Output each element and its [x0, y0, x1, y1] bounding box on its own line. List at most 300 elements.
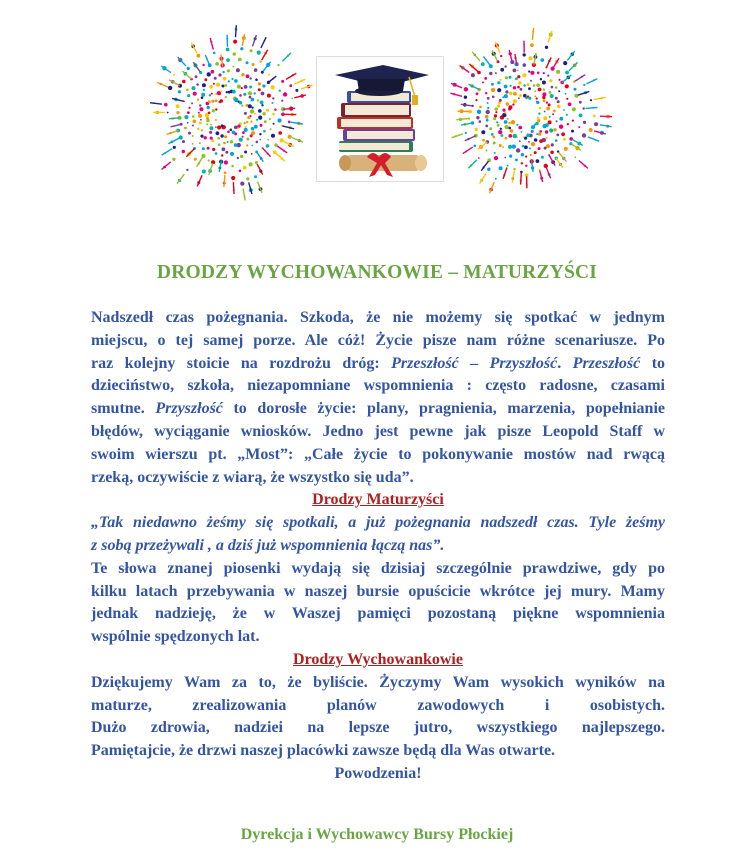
firework-spark [563, 109, 565, 111]
firework-spark [528, 87, 531, 90]
firework-spark [257, 99, 259, 101]
firework-streak [478, 142, 488, 149]
firework-spark [224, 135, 227, 138]
firework-spark [260, 124, 263, 127]
firework-spark [192, 143, 194, 145]
firework-spark [529, 147, 531, 149]
firework-spark [225, 151, 228, 154]
firework-spark [487, 107, 489, 109]
firework-spark [240, 155, 243, 158]
firework-streak [157, 83, 168, 88]
firework-spark [226, 48, 230, 52]
firework-spark [493, 117, 496, 120]
firework-spark [210, 124, 212, 126]
firework-spark [543, 88, 545, 90]
firework-spark [500, 79, 502, 81]
firework-spark [557, 105, 561, 109]
firework-streak [579, 161, 588, 169]
firework-spark [528, 56, 532, 60]
firework-spark [216, 83, 220, 87]
firework-spark [220, 134, 223, 137]
firework-spark [223, 142, 226, 145]
firework-spark [545, 130, 548, 133]
firework-spark [251, 127, 255, 131]
firework-spark [254, 113, 256, 115]
para1-line7: swoim wierszu pt. „Most”: „Całe życie to pokonywanie mostów nad rwącą [91, 445, 665, 463]
firework-spark [465, 132, 467, 134]
firework-spark [199, 142, 201, 144]
firework-spark [217, 126, 221, 130]
firework-spark [493, 142, 496, 145]
firework-spark [224, 84, 227, 87]
firework-spark [240, 47, 243, 50]
firework-spark [164, 103, 168, 107]
firework-spark [202, 83, 206, 87]
firework-spark [566, 114, 568, 116]
firework-streak [186, 148, 195, 157]
firework-streak [283, 108, 295, 109]
firework-spark [264, 120, 267, 123]
para3-line1: Dziękujemy Wam za to, że byliście. Życzymy Wam wysokich wyników na [91, 673, 665, 691]
firework-spark [519, 94, 522, 97]
firework-spark [215, 62, 219, 66]
firework-streak [167, 131, 178, 135]
firework-spark [511, 120, 515, 124]
firework-spark [197, 128, 200, 131]
firework-spark [530, 43, 534, 47]
firework-spark [524, 137, 527, 140]
firework-spark [523, 84, 526, 87]
firework-streak [197, 175, 202, 186]
firework-spark [521, 153, 524, 156]
firework-spark [468, 118, 470, 120]
firework-streak [456, 119, 468, 120]
firework-spark [518, 81, 522, 85]
firework-spark [232, 131, 236, 135]
firework-spark [543, 116, 547, 120]
firework-spark [518, 126, 522, 130]
firework-spark [489, 72, 492, 75]
firework-spark [502, 109, 505, 112]
firework-spark [237, 85, 241, 89]
firework-spark [267, 94, 271, 98]
firework-spark [520, 88, 523, 91]
firework-spark [192, 115, 195, 118]
firework-streak [233, 182, 234, 194]
firework-spark [249, 86, 252, 89]
firework-spark [557, 100, 560, 103]
firework-spark [213, 52, 216, 55]
firework-streak [291, 122, 303, 124]
firework-spark [187, 67, 190, 70]
firework-streak [512, 171, 514, 183]
firework-spark [555, 97, 558, 100]
firework-spark [258, 88, 261, 91]
firework-spark [211, 70, 215, 74]
firework-spark [225, 96, 227, 98]
firework-spark [242, 131, 245, 134]
graduation-books-diploma-image [316, 56, 444, 182]
firework-spark [565, 93, 567, 95]
firework-spark [218, 73, 221, 76]
firework-streak [572, 140, 582, 146]
firework-spark [258, 82, 261, 85]
firework-spark [495, 107, 498, 110]
firework-spark [498, 130, 502, 134]
firework-spark [291, 97, 293, 99]
firework-spark [525, 173, 529, 177]
firework-spark [504, 94, 508, 98]
firework-spark [567, 123, 569, 125]
firework-spark [589, 128, 593, 132]
firework-streak [465, 136, 476, 141]
firework-spark [187, 111, 190, 114]
firework-spark [536, 83, 540, 87]
firework-spark [499, 99, 502, 102]
firework-spark [500, 55, 502, 57]
firework-spark [244, 112, 247, 115]
firework-spark [515, 77, 518, 80]
firework-spark [534, 95, 536, 97]
firework-spark [230, 152, 234, 156]
firework-spark [497, 81, 500, 84]
firework-spark [215, 119, 217, 121]
firework-spark [199, 122, 202, 125]
firework-spark [525, 156, 527, 158]
firework-spark [512, 144, 516, 148]
firework-spark [207, 72, 211, 76]
firework-streak [556, 158, 563, 168]
firework-streak [262, 50, 268, 60]
firework-spark [578, 126, 580, 128]
firework-streak [236, 25, 237, 37]
firework-spark [523, 73, 527, 77]
firework-spark [272, 113, 275, 116]
firework-spark [474, 145, 477, 148]
firework-spark [227, 131, 230, 134]
firework-spark [222, 147, 226, 151]
firework-spark [571, 130, 574, 133]
para1-line5-text: smutne. [91, 400, 156, 418]
firework-streak [262, 148, 270, 157]
firework-spark [208, 112, 211, 115]
firework-spark [244, 85, 248, 89]
firework-spark [201, 129, 203, 131]
firework-spark [200, 119, 202, 121]
firework-spark [504, 157, 506, 159]
signature: Dyrekcja i Wychowawcy Bursy Płockiej [240, 826, 514, 843]
firework-spark [523, 63, 527, 67]
firework-spark [534, 151, 537, 154]
firework-streak [469, 64, 478, 72]
firework-spark [504, 85, 508, 89]
firework-spark [233, 52, 236, 55]
firework-spark [261, 92, 265, 96]
firework-spark [221, 154, 223, 156]
firework-spark [486, 119, 489, 122]
firework-spark [548, 103, 551, 106]
para1-line3-end: to [640, 354, 666, 372]
para1-line3-sep: . [557, 354, 573, 372]
firework-spark [566, 98, 568, 100]
firework-spark [543, 99, 546, 102]
firework-spark [228, 80, 230, 82]
firework-spark [211, 100, 214, 103]
firework-streak [242, 34, 244, 46]
firework-spark [485, 125, 488, 128]
firework-spark [200, 135, 203, 138]
firework-spark [204, 136, 207, 139]
firework-spark [208, 159, 210, 161]
firework-streak [205, 55, 210, 66]
firework-spark [196, 83, 199, 86]
firework-spark [482, 139, 485, 142]
firework-spark [590, 99, 592, 101]
firework-spark [502, 146, 504, 148]
firework-spark [255, 78, 258, 81]
para1-line3-italic: Przeszłość – Przyszłość [391, 354, 558, 372]
firework-spark [172, 158, 175, 161]
firework-spark [563, 61, 567, 65]
firework-spark [260, 101, 264, 105]
firework-streak [586, 108, 598, 109]
firework-spark [215, 126, 217, 128]
firework-spark [209, 94, 211, 96]
firework-streak [534, 53, 536, 65]
firework-spark [538, 88, 542, 92]
firework-spark [251, 98, 255, 102]
firework-spark [210, 137, 213, 140]
firework-streak [209, 163, 213, 174]
firework-spark [186, 89, 189, 92]
para3-line4: Pamiętajcie, że drzwi naszej placówki zawsze będą dla Was otwarte. [91, 742, 556, 760]
firework-spark [227, 141, 229, 143]
firework-spark [193, 92, 197, 96]
para1-line3-italic2: Przeszłość [572, 354, 641, 372]
firework-spark [513, 99, 517, 103]
firework-spark [536, 159, 540, 163]
firework-spark [192, 86, 196, 90]
firework-spark [246, 177, 249, 180]
firework-spark [550, 94, 554, 98]
firework-spark [243, 166, 247, 170]
para2-line2: kilku latach przebywania w naszej bursie opuścicie wkrótce jej mury. Mamy [91, 582, 665, 600]
firework-spark [197, 99, 199, 101]
firework-spark [194, 158, 197, 161]
firework-streak [450, 93, 462, 96]
firework-spark [192, 125, 194, 127]
firework-spark [482, 82, 484, 84]
para3-line3: Dużo zdrowia, nadziei na lepsze jutro, wszystkiego najlepszego. [91, 719, 665, 737]
firework-spark [510, 85, 512, 87]
firework-spark [281, 113, 285, 117]
firework-streak [495, 42, 500, 53]
firework-spark [534, 124, 536, 126]
firework-spark [230, 129, 233, 132]
firework-spark [537, 117, 540, 120]
firework-spark [243, 93, 246, 96]
firework-spark [234, 79, 238, 83]
heading-maturzysci: Drodzy Maturzyści [312, 491, 444, 509]
firework-streak [463, 147, 473, 154]
firework-spark [197, 54, 201, 58]
firework-spark [531, 130, 534, 133]
firework-spark [530, 154, 532, 156]
firework-spark [251, 145, 253, 147]
firework-spark [507, 165, 509, 167]
firework-streak [276, 153, 285, 161]
firework-spark [249, 77, 251, 79]
firework-streak [546, 167, 550, 178]
firework-spark [549, 91, 552, 94]
firework-spark [559, 125, 563, 129]
firework-streak [286, 73, 296, 79]
firework-spark [212, 109, 215, 112]
firework-spark [513, 86, 516, 89]
firework-spark [542, 92, 546, 96]
firework-spark [246, 138, 249, 141]
firework-spark [288, 121, 291, 124]
firework-streak [540, 171, 543, 183]
firework-spark [239, 94, 242, 97]
firework-spark [543, 72, 545, 74]
firework-spark [521, 162, 523, 164]
firework-spark [262, 112, 265, 115]
firework-spark [224, 171, 227, 174]
firework-streak [480, 174, 487, 184]
firework-spark [549, 116, 551, 118]
firework-spark [277, 118, 281, 122]
firework-spark [208, 100, 211, 103]
firework-spark [583, 121, 586, 124]
para1-line5 [91, 398, 665, 421]
firework-spark [513, 69, 517, 73]
firework-spark [523, 137, 525, 139]
para1-line1: Nadszedł czas pożegnania. Szkoda, że nie możemy się spotkać w jednym [91, 309, 665, 326]
firework-streak [532, 28, 533, 40]
firework-streak [553, 58, 559, 68]
firework-spark [545, 46, 548, 49]
firework-spark [231, 78, 233, 80]
firework-spark [505, 137, 508, 140]
firework-spark [220, 90, 222, 92]
firework-spark [552, 113, 554, 115]
firework-spark [250, 121, 252, 123]
firework-spark [279, 90, 281, 92]
firework-spark [215, 99, 218, 102]
firework-spark [539, 130, 542, 133]
firework-spark [167, 112, 169, 114]
firework-spark [464, 87, 468, 91]
firework-streak [257, 164, 263, 175]
firework-streak [575, 75, 585, 81]
firework-streak [177, 174, 184, 184]
firework-spark [497, 124, 500, 127]
firework-spark [533, 84, 536, 87]
firework-spark [495, 111, 497, 113]
firework-spark [271, 102, 273, 104]
firework-spark [515, 159, 518, 162]
firework-spark [254, 125, 258, 129]
firework-spark [559, 117, 563, 121]
firework-streak [461, 104, 473, 106]
firework-spark [193, 120, 197, 124]
firework-spark [556, 120, 558, 122]
firework-spark [182, 150, 185, 153]
firework-spark [215, 108, 217, 110]
firework-streak [521, 173, 522, 185]
firework-spark [267, 139, 269, 141]
firework-streak [460, 66, 470, 73]
firework-streak [267, 76, 276, 84]
firework-spark [259, 139, 261, 141]
firework-spark [255, 161, 258, 164]
firework-spark [485, 92, 487, 94]
firework-spark [568, 102, 572, 106]
firework-streak [600, 116, 612, 117]
firework-streak [594, 97, 606, 99]
firework-spark [241, 73, 244, 76]
firework-spark [273, 123, 275, 125]
firework-streak [243, 189, 245, 201]
firework-spark [262, 84, 265, 87]
firework-spark [565, 71, 569, 75]
firework-streak [191, 43, 197, 54]
firework-spark [202, 147, 205, 150]
firework-spark [277, 64, 279, 66]
firework-spark [202, 64, 204, 66]
firework-spark [565, 84, 569, 88]
heading-wychowankowie: Drodzy Wychowankowie [293, 650, 463, 668]
firework-spark [536, 97, 538, 99]
firework-spark [239, 101, 243, 105]
firework-spark [500, 68, 504, 72]
firework-streak [549, 155, 555, 166]
firework-spark [471, 73, 475, 77]
firework-spark [583, 107, 585, 109]
firework-spark [226, 91, 228, 93]
firework-spark [236, 68, 240, 72]
firework-spark [244, 128, 248, 132]
firework-spark [252, 63, 255, 66]
firework-spark [541, 156, 544, 159]
para3-line2: maturze, zrealizowania planów zawodowych i osobistych. [91, 696, 665, 714]
firework-spark [513, 92, 517, 96]
firework-spark [207, 106, 210, 109]
firework-spark [528, 70, 530, 72]
firework-spark [222, 71, 224, 73]
firework-spark [224, 160, 228, 164]
firework-spark [508, 122, 510, 124]
fireworks-left-image [143, 18, 318, 218]
firework-spark [238, 58, 242, 62]
para1-line5-end: to dorosłe życie: plany, pragnienia, marzenia, popełnianie [222, 400, 665, 418]
firework-spark [269, 118, 271, 120]
firework-spark [553, 128, 556, 131]
firework-spark [536, 101, 539, 104]
firework-spark [504, 65, 506, 67]
firework-spark [250, 109, 254, 113]
firework-spark [574, 156, 576, 158]
para1-line2: miejscu, o tej samej porze. Ale cóż! Życie pisze nam różne scenariusze. Po [91, 331, 665, 349]
firework-spark [487, 102, 489, 104]
firework-spark [504, 120, 508, 124]
quote-line1: „Tak niedawno żeśmy się spotkali, a już pożegnania nadszedł czas. Tyle żeśmy [91, 514, 665, 532]
firework-spark [288, 135, 292, 139]
firework-spark [258, 109, 262, 113]
firework-spark [496, 121, 498, 123]
fireworks-right-image [438, 18, 613, 218]
